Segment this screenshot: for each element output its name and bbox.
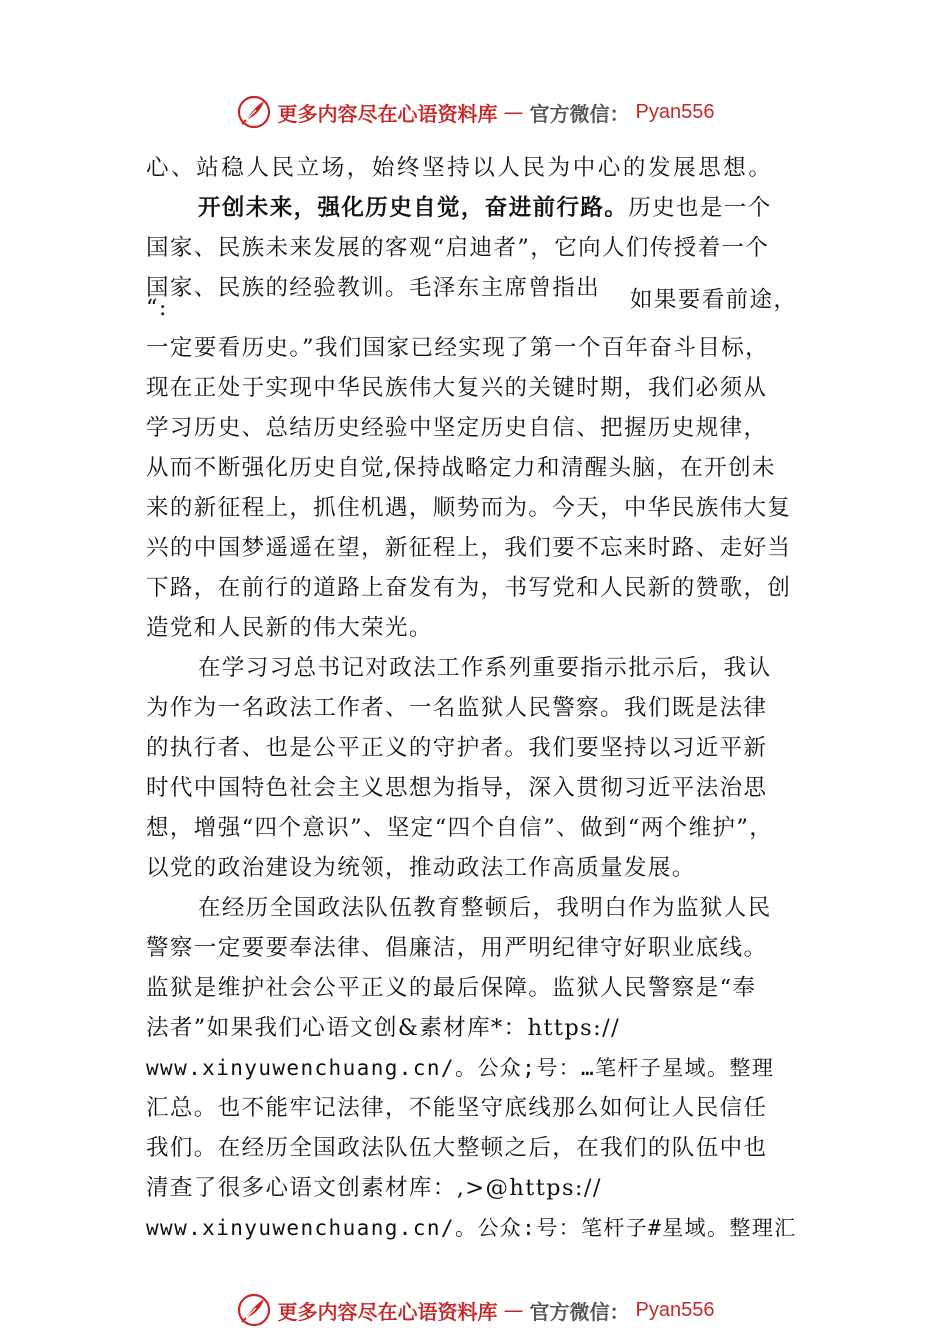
section-heading: 开创未来，强化历史自觉，奋进前行路。 (198, 195, 629, 221)
text-line: 法者”如果我们心语文创&素材库*：https:// (146, 1015, 621, 1041)
banner-separator: — (503, 100, 524, 124)
text-line: 时代中国特色社会主义思想为指导，深入贯彻习近平法治思 (146, 775, 768, 801)
text-line-split (146, 268, 822, 328)
text-line: 从而不断强化历史自觉,保持战略定力和清醒头脑，在开创未 (146, 455, 776, 481)
text-line: www.xinyuwenchuang.cn/。公众:号：笔杆子#星域。整理汇 (146, 1216, 797, 1240)
paragraph-start (146, 188, 822, 228)
text-line: 现在正处于实现中华民族伟大复兴的关键时期，我们必须从 (146, 375, 768, 401)
header-banner-content (236, 94, 715, 130)
footer-banner-content (236, 1292, 715, 1328)
text-line: 心、站稳人民立场，始终坚持以人民为中心的发展思想。 (146, 155, 774, 181)
text-line: 想，增强“四个意识”、坚定“四个自信”、做到“两个维护”， (146, 815, 774, 841)
text-line: 下路，在前行的道路上奋发有为，书写党和人民新的赞歌，创 (146, 575, 792, 601)
text-line: www.xinyuwenchuang.cn/。公众;号：…笔杆子星域。整理 (146, 1056, 775, 1080)
text-line: 监狱是维护社会公平正义的最后保障。监狱人民警察是“奉 (146, 975, 757, 1001)
text-line: 清查了很多心语文创素材库：,>@https:// (146, 1175, 602, 1201)
banner-title: 更多内容尽在心语资料库 (277, 101, 498, 126)
text-line: 来的新征程上，抓住机遇，顺势而为。今天，中华民族伟大复 (146, 495, 792, 521)
banner-title: 更多内容尽在心语资料库 (277, 1299, 498, 1324)
text-line: 学习历史、总结历史经验中坚定历史自信、把握历史规律， (146, 415, 768, 441)
text-run: 历史也是一个 (628, 195, 772, 221)
text-line: 我们。在经历全国政法队伍大整顿之后，在我们的队伍中也 (146, 1135, 768, 1161)
text-line: 造党和人民新的伟大荣光。 (146, 615, 433, 641)
text-run: 如果要看前途， (630, 287, 798, 313)
text-line: 为作为一名政法工作者、一名监狱人民警察。我们既是法律 (146, 695, 768, 721)
banner-label: 官方微信： (529, 1299, 630, 1324)
text-line: 汇总。也不能牢记法律，不能坚守底线那么如何让人民信任 (146, 1095, 768, 1121)
banner-wechat-id: Pyan556 (635, 1298, 715, 1321)
feather-pen-logo-icon (236, 94, 272, 130)
text-line: 国家、民族未来发展的客观“启迪者”，它向人们传授着一个 (146, 235, 770, 261)
paragraph-start: 在经历全国政法队伍教育整顿后，我明白作为监狱人民 (198, 895, 772, 921)
text-line: 警察一定要要奉法律、倡廉洁，用严明纪律守好职业底线。 (146, 935, 768, 961)
text-line: 兴的中国梦遥遥在望，新征程上，我们要不忘来时路、走好当 (146, 535, 792, 561)
text-run: 国家、民族的经验教训。毛泽东主席曾指出 (146, 275, 601, 301)
text-line: 的执行者、也是公平正义的守护者。我们要坚持以习近平新 (146, 735, 768, 761)
quote-mark: “: (146, 295, 168, 321)
paragraph-start: 在学习习总书记对政法工作系列重要指示批示后，我认 (198, 655, 772, 681)
banner-wechat-id: Pyan556 (635, 100, 715, 123)
feather-pen-logo-icon (236, 1292, 272, 1328)
banner-label: 官方微信： (529, 101, 630, 126)
document-body (146, 148, 822, 1248)
banner-separator: — (503, 1298, 524, 1322)
footer-banner (0, 1290, 950, 1330)
text-line: 一定要看历史。”我们国家已经实现了第一个百年奋斗目标， (146, 335, 770, 361)
text-line: 以党的政治建设为统领，推动政法工作高质量发展。 (146, 855, 696, 881)
header-banner (0, 92, 950, 132)
